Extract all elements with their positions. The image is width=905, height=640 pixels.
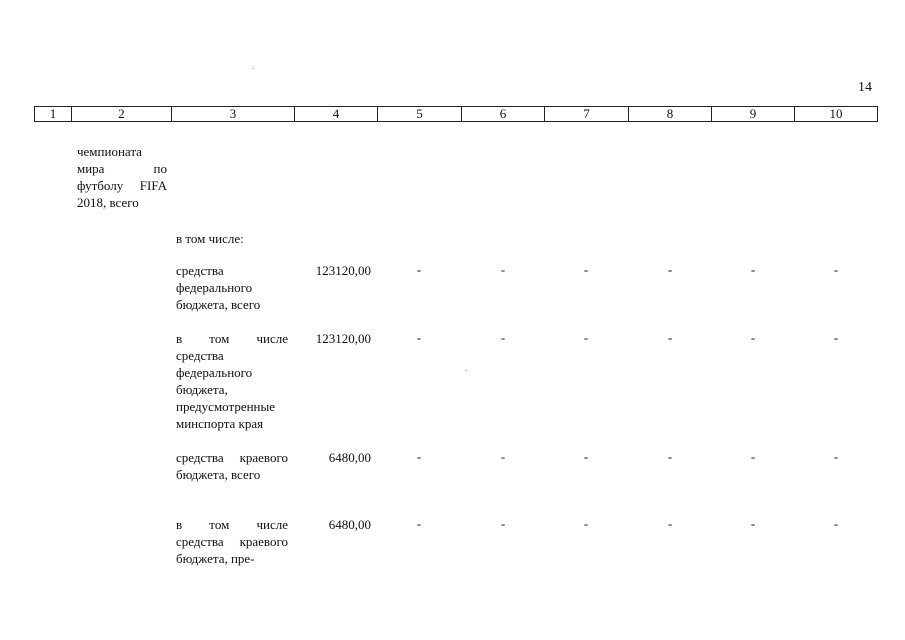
- header-row: [35, 107, 878, 122]
- header-cell: 9: [712, 107, 795, 122]
- row-3-col7-value: -: [583, 330, 589, 345]
- header-cell: 5: [378, 107, 462, 122]
- row-2-col7-value: -: [583, 262, 589, 277]
- header-cell: 10: [795, 107, 878, 122]
- row-3-col5-value: -: [416, 330, 422, 345]
- row-5-col8-value: -: [667, 516, 673, 531]
- row-4-col7-value: -: [583, 449, 589, 464]
- row-2-col9-value: -: [750, 262, 756, 277]
- row-4-col3-text: средства краевого бюджета, всего: [176, 450, 288, 482]
- row-2-col8-value: -: [667, 262, 673, 277]
- scan-speck: [465, 370, 467, 371]
- row-4-col8-value: -: [667, 449, 673, 464]
- row-4-col5-value: -: [416, 449, 422, 464]
- row-5-col3-text: в том числе средства краевого бюджета, пре-: [176, 517, 288, 566]
- row-2-col3-text: средства федерального бюджета, всего: [176, 263, 261, 312]
- column-number-header: [34, 106, 878, 122]
- row-3-col3-text: в том числе средства федерального бюджета, предусмотренные минспорта края: [176, 331, 288, 431]
- scan-speck: [252, 68, 254, 69]
- row-0-col2-text: чемпионата мира по футболу FIFA 2018, всего: [77, 144, 167, 210]
- row-1-col3-text: в том числе:: [176, 231, 244, 246]
- header-cell: 6: [462, 107, 545, 122]
- row-5-col9-value: -: [750, 516, 756, 531]
- header-cell: 4: [295, 107, 378, 122]
- page-number: 14: [858, 80, 872, 95]
- header-cell: 7: [545, 107, 629, 122]
- header-cell: 8: [629, 107, 712, 122]
- row-3-col10-value: -: [833, 330, 839, 345]
- row-5-col6-value: -: [500, 516, 506, 531]
- header-cell: 3: [172, 107, 295, 122]
- row-3-col9-value: -: [750, 330, 756, 345]
- row-4-col9-value: -: [750, 449, 756, 464]
- row-3-col4-value: 123120,00: [315, 331, 371, 346]
- row-2-col5-value: -: [416, 262, 422, 277]
- row-2-col6-value: -: [500, 262, 506, 277]
- row-5-col4-value: 6480,00: [328, 517, 371, 532]
- row-4-col4-value: 6480,00: [328, 450, 371, 465]
- row-5-col5-value: -: [416, 516, 422, 531]
- row-5-col7-value: -: [583, 516, 589, 531]
- row-2-col10-value: -: [833, 262, 839, 277]
- row-2-col4-value: 123120,00: [315, 263, 371, 278]
- row-3-col6-value: -: [500, 330, 506, 345]
- header-cell: 1: [35, 107, 72, 122]
- header-cell: 2: [72, 107, 172, 122]
- row-5-col10-value: -: [833, 516, 839, 531]
- row-4-col10-value: -: [833, 449, 839, 464]
- row-3-col8-value: -: [667, 330, 673, 345]
- row-4-col6-value: -: [500, 449, 506, 464]
